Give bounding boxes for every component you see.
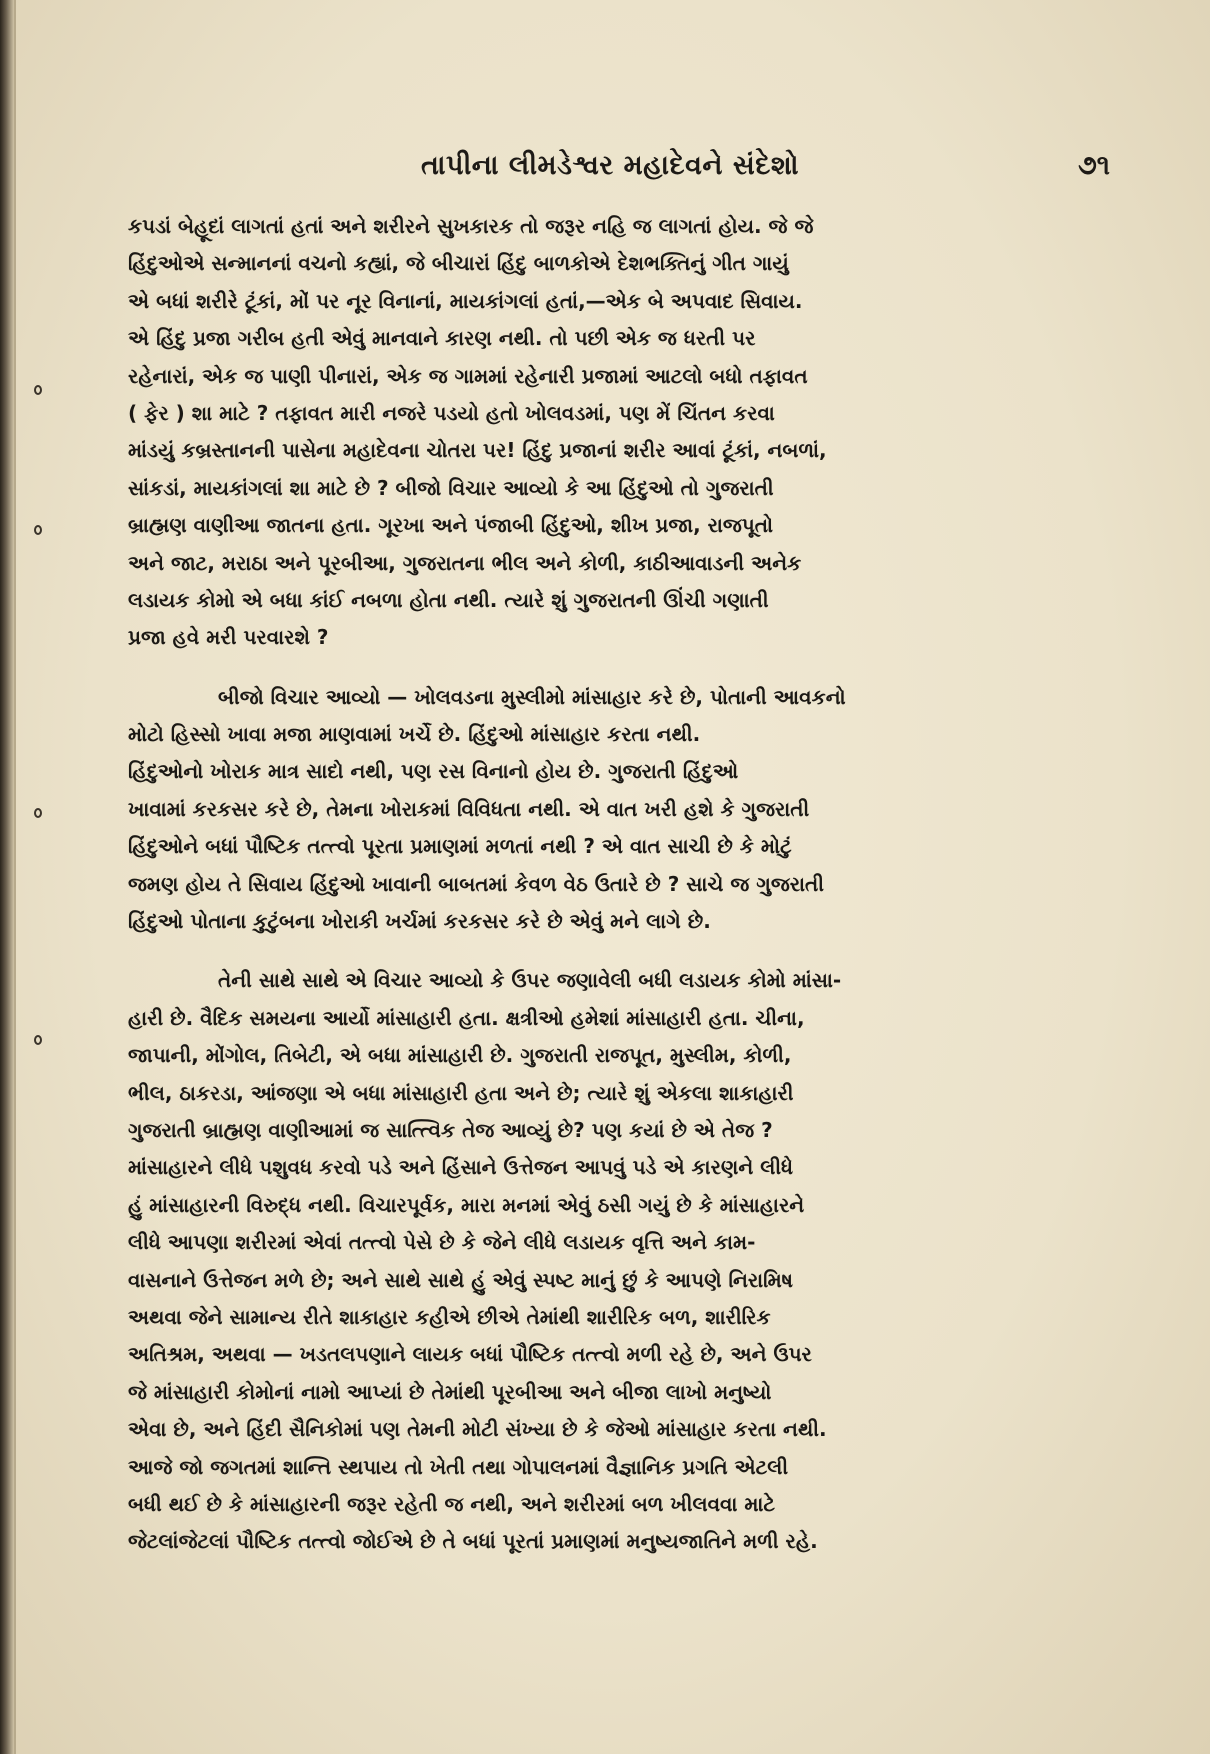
text-line: પ્રજા હવે મરી પરવારશે ?	[128, 625, 329, 650]
text-line: જેટલાંજેટલાં પૌષ્ટિક તત્ત્વો જોઈએ છે તે બધાં પૂરતાં પ્રમાણમાં મનુષ્યજાતિને મળી રહે.	[128, 1529, 818, 1554]
text-line: તેની સાથે સાથે એ વિચાર આવ્યો કે ઉપર જણાવેલી બધી લડાયક કોમો માંસા-	[218, 968, 842, 993]
binding-edge	[14, 0, 16, 1754]
page-body	[128, 208, 1016, 1561]
text-line: હિંદુઓ પોતાના કુટુંબના ખોરાકી ખર્ચમાં કરકસર કરે છે એવું મને લાગે છે.	[128, 909, 711, 934]
text-line: ( ફેર ) શા માટે ? તફાવત મારી નજરે પડયો હતો ખોલવડમાં, પણ મેં ચિંતન કરવા	[128, 400, 775, 425]
text-line: જે માંસાહારી કોમોનાં નામો આપ્યાં છે તેમાંથી પૂરબીઆ અને બીજા લાખો મનુષ્યો	[128, 1379, 772, 1404]
text-line: બધી થઈ છે કે માંસાહારની જરૂર રહેતી જ નથી, અને શરીરમાં બળ ખીલવવા માટે	[128, 1491, 776, 1516]
text-line: બ્રાહ્મણ વાણીઆ જાતના હતા. ગૂરખા અને પંજાબી હિંદુઓ, શીખ પ્રજા, રાજપૂતો	[128, 513, 774, 538]
text-line: હિંદુઓનો ખોરાક માત્ર સાદો નથી, પણ રસ વિનાનો હોય છે. ગુજરાતી હિંદુઓ	[128, 759, 739, 784]
text-line: માંડયું કબ્રસ્તાનની પાસેના મહાદેવના ચોતરા પર! હિંદુ પ્રજાનાં શરીર આવાં ટૂંકાં, નબળાં,	[128, 438, 827, 463]
binding-hole-mark	[34, 525, 42, 535]
page-number: ૭૧	[1078, 150, 1110, 181]
text-line: ખાવામાં કરકસર કરે છે, તેમના ખોરાકમાં વિવિધતા નથી. એ વાત ખરી હશે કે ગુજરાતી	[128, 796, 810, 821]
text-line: વાસનાને ઉત્તેજન મળે છે; અને સાથે સાથે હું એવું સ્પષ્ટ માનું છું કે આપણે નિરામિષ	[128, 1267, 793, 1292]
text-line: જાપાની, મોંગોલ, તિબેટી, એ બધા માંસાહારી છે. ગુજરાતી રાજપૂત, મુસ્લીમ, કોળી,	[128, 1043, 792, 1068]
text-line: એવા છે, અને હિંદી સૈનિકોમાં પણ તેમની મોટી સંખ્યા છે કે જેઓ માંસાહાર કરતા નથી.	[128, 1417, 827, 1442]
text-line: હું માંસાહારની વિરુદ્ધ નથી. વિચારપૂર્વક, મારા મનમાં એવું ઠસી ગયું છે કે માંસાહારને	[128, 1192, 805, 1217]
page-header	[110, 150, 1110, 196]
paragraph-3	[128, 962, 1016, 1560]
text-line: અથવા જેને સામાન્ય રીતે શાકાહાર કહીએ છીએ તેમાંથી શારીરિક બળ, શારીરિક	[128, 1304, 771, 1329]
binding-hole-mark	[34, 385, 42, 395]
text-line: સાંકડાં, માયકાંગલાં શા માટે છે ? બીજો વિચાર આવ્યો કે આ હિંદુઓ તો ગુજરાતી	[128, 475, 774, 500]
text-line: ભીલ, ઠાકરડા, આંજણા એ બધા માંસાહારી હતા અને છે; ત્યારે શું એકલા શાકાહારી	[128, 1080, 794, 1105]
text-line: આજે જો જગતમાં શાન્તિ સ્થપાય તો ખેતી તથા ગોપાલનમાં વૈજ્ઞાનિક પ્રગતિ એટલી	[128, 1454, 789, 1479]
text-line: અને જાટ, મરાઠા અને પૂરબીઆ, ગુજરાતના ભીલ અને કોળી, કાઠીઆવાડની અનેક	[128, 550, 802, 575]
text-line: કપડાં બેહૂદાં લાગતાં હતાં અને શરીરને સુખકારક તો જરૂર નહિ જ લાગતાં હોય. જે જે	[128, 214, 814, 238]
text-line: મોટો હિસ્સો ખાવા મજા માણવામાં ખર્ચે છે. હિંદુઓ માંસાહાર કરતા નથી.	[128, 722, 701, 747]
binding-hole-mark	[34, 1035, 42, 1045]
text-line: લડાયક કોમો એ બધા કાંઈ નબળા હોતા નથી. ત્યારે શું ગુજરાતની ઊંચી ગણાતી	[128, 587, 769, 612]
text-line: હારી છે. વૈદિક સમયના આર્યો માંસાહારી હતા. ક્ષત્રીઓ હમેશાં માંસાહારી હતા. ચીના,	[128, 1005, 805, 1030]
text-line: જમણ હોય તે સિવાય હિંદુઓ ખાવાની બાબતમાં કેવળ વેઠ ઉતારે છે ? સાચે જ ગુજરાતી	[128, 871, 824, 896]
binding-hole-mark	[34, 808, 42, 818]
text-line: માંસાહારને લીધે પશુવધ કરવો પડે અને હિંસાને ઉત્તેજન આપવું પડે એ કારણને લીધે	[128, 1155, 794, 1180]
text-line: બીજો વિચાર આવ્યો — ખોલવડના મુસ્લીમો માંસાહાર કરે છે, પોતાની આવકનો	[218, 684, 846, 709]
text-line: હિંદુઓએ સન્માનનાં વચનો કહ્યાં, જે બીચારાં હિંદુ બાળકોએ દેશભક્તિનું ગીત ગાયું	[128, 251, 789, 276]
text-line: રહેનારાં, એક જ પાણી પીનારાં, એક જ ગામમાં રહેનારી પ્રજામાં આટલો બધો તફાવત	[128, 363, 808, 388]
book-spine-shadow	[0, 0, 14, 1754]
text-line: એ હિંદુ પ્રજા ગરીબ હતી એવું માનવાને કારણ નથી. તો પછી એક જ ધરતી પર	[128, 326, 756, 351]
paragraph-1	[128, 208, 1016, 657]
text-line: લીધે આપણા શરીરમાં એવાં તત્ત્વો પેસે છે કે જેને લીધે લડાયક વૃત્તિ અને કામ-	[128, 1230, 756, 1255]
paragraph-2	[128, 679, 1016, 941]
text-line: ગુજરાતી બ્રાહ્મણ વાણીઆમાં જ સાત્ત્વિક તેજ આવ્યું છે? પણ કયાં છે એ તેજ ?	[128, 1117, 773, 1142]
running-title: તાપીના લીમડેશ્વર મહાદેવને સંદેશો	[421, 150, 799, 181]
text-line: હિંદુઓને બધાં પૌષ્ટિક તત્ત્વો પૂરતા પ્રમાણમાં મળતાં નથી ? એ વાત સાચી છે કે મોટું	[128, 834, 792, 859]
text-line: એ બધાં શરીરે ટૂંકાં, મોં પર નૂર વિનાનાં, માયકાંગલાં હતાં,—એક બે અપવાદ સિવાય.	[128, 288, 803, 313]
text-line: અતિશ્રમ, અથવા — ખડતલપણાને લાયક બધાં પૌષ્ટિક તત્ત્વો મળી રહે છે, અને ઉપર	[128, 1342, 812, 1367]
